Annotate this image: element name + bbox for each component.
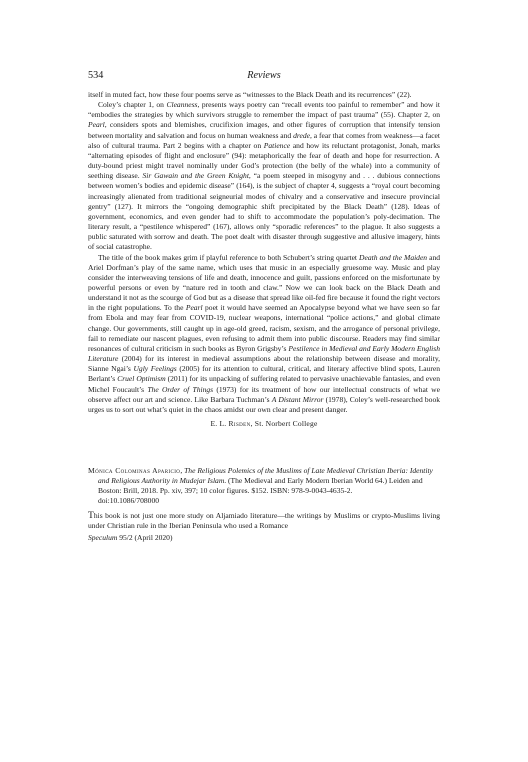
- book-citation: Mónica Colominas Aparicio, The Religious Polemics of the Muslims of Late Medieval Christian Iberia: Identity and Religious Authority in Mudejar Islam. (The Medieval and Early Modern Iberian World 64.) Leiden and Boston: Brill, 2018. Pp. xiv, 397; 10 color figures. $152. ISBN: 978-9-0043-4635-2. doi:10.1086/708000: [88, 466, 433, 506]
- review-body: [88, 90, 440, 415]
- page-header: [88, 70, 440, 86]
- running-head: Reviews: [247, 70, 281, 81]
- paragraph-continued: itself in muted fact, how these four poems serve as “witnesses to the Black Death and its recurrences” (22).: [88, 90, 412, 99]
- doi: doi:10.1086/708000: [98, 496, 160, 506]
- review-opening: This book is not just one more study on Aljamiado literature—the writings by Muslims or crypto-Muslims living under Christian rule in the Iberian Peninsula who used a Romance: [88, 509, 440, 530]
- paragraph-chapters: Coley’s chapter 1, on Cleanness, presents ways poetry can “recall events too painful to remember” and how it “embodies the strategies by which survivors struggle to remember the impact of past trauma” (55). Chapter 2, on Pearl, considers spots and blemishes, crucifixion images, and other figures of corruption that intensify tension between mortality and salvation and focus on human weakness and drede, a fear that comes from weakness—a facet also of cultural trauma. Part 2 begins with a chapter on Patience and how its reluctant protagonist, Jonah, marks “alternating episodes of flight and enclosure” (94): metaphorically the fear of death and hope for resurrection. A duty-bound priest might travel nominally under God’s protection (the belly of the whale) into a community of seething disease. Sir Gawain and the Green Knight, “a poem steeped in misogyny and . . . dubious connections between women’s bodies and epidemic disease” (164), is the subject of chapter 4, suggests a “royal court becoming increasingly alienated from traditional seigneurial modes of chivalry and a conservative and insecure provincial gentry” (127). It mirrors the “ongoing demographic shift precipitated by the Black Death” (128). Ideas of government, economics, and even gender had to shift to accommodate the population’s poly-decimation. The literary result, a “pestilence whispered” (167), allows only “sporadic references” to the plague. It also suggests a public saturated with sorrow and death. The poet dealt with disaster through suggestive and allusive imagery, hints of social catastrophe.: [88, 100, 441, 252]
- paragraph-title-reference: The title of the book makes grim if playful reference to both Schubert’s string quartet Death and the Maiden and Ariel Dorfman’s play of the same name, which uses that music in an especially gruesome way. Music and play consider the interweaving tensions of life and death, innocence and guilt, passions enforced on the misfortunate by powerful persons or even by “nature red in tooth and claw.” Now we can look back on the Black Death and understand it not as the scourge of God but as a disease that spread like oil-fed fire because it found the right vectors in the right populations. To the Pearl poet it would have seemed an Apocalypse beyond what we have seen so far from Ebola and may fear from COVID-19, nuclear weapons, international “police actions,” and global climate change. Our governments, still caught up in age-old greed, racism, sexism, and the arrogance of personal privilege, fail to remediate our nascent plagues, even refusing to admit them into public discourse. Readers may find similar resonances of cultural criticism in such books as Byron Grigsby’s Pestilence in Medieval and Early Modern English Literature (2004) for its interest in medieval assumptions about the relationship between disease and morality, Sianne Ngai’s Ugly Feelings (2005) for its attention to cultural, critical, and literary affective blind spots, Lauren Berlant’s Cruel Optimism (2011) for its unpacking of suffering related to pervasive unachievable fantasies, and even Michel Foucault’s The Order of Things (1973) for its treatment of how our intellectual constructs of what we observe affect our art and science. Like Barbara Tuchman’s A Distant Mirror (1978), Coley’s well-researched book urges us to sort out what’s quiet in the chaos amidst our own clear and present danger.: [88, 252, 441, 414]
- review-separator: [88, 428, 440, 466]
- initial-letter: T: [88, 509, 94, 521]
- reviewer-signature: E. L. Risden, St. Norbert College: [210, 419, 318, 428]
- page-footer: Speculum 95/2 (April 2020): [88, 532, 173, 542]
- journal-page: [88, 70, 440, 542]
- page-number: 534: [88, 70, 104, 81]
